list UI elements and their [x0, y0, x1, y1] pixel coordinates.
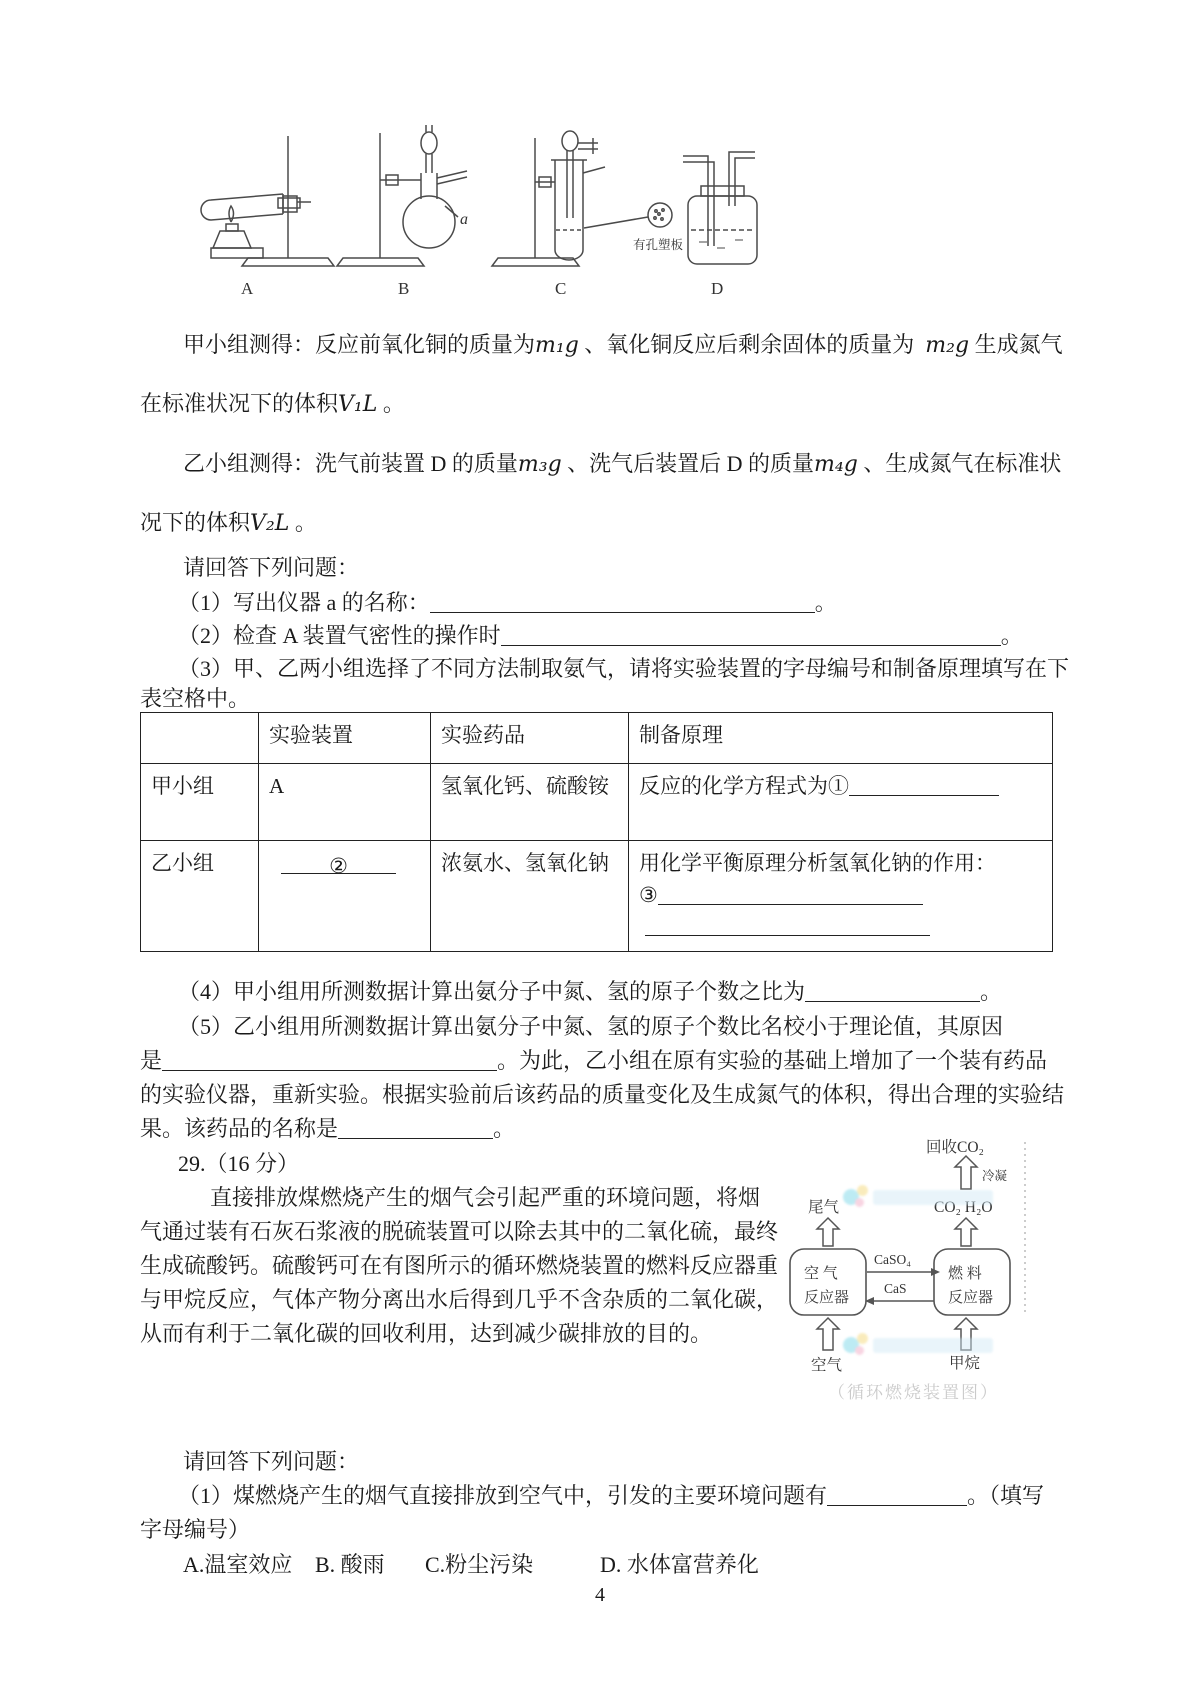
jia-measure-line1 [183, 331, 1063, 360]
cell-group: 乙小组 [141, 841, 259, 952]
page-number: 4 [595, 1584, 605, 1606]
answer-blank [501, 622, 1001, 646]
text-run: 。 [814, 590, 837, 616]
cell-device [259, 841, 431, 952]
text-run: 。 [1000, 623, 1023, 649]
option-c: C.粉尘污染 [425, 1552, 534, 1577]
cas-label: CaS [884, 1281, 907, 1296]
apparatus-figure [165, 118, 795, 308]
answer-blank [162, 1047, 497, 1071]
answer-blank [430, 589, 815, 613]
table-row-jia [141, 764, 1053, 841]
text-run: （1）煤燃烧产生的烟气直接排放到空气中，引发的主要环境问题有 [178, 1483, 828, 1509]
air-in-label: 空气 [811, 1357, 843, 1374]
apparatus-b-sketch [337, 125, 467, 266]
q28-item-3-line1: （3）甲、乙两小组选择了不同方法制取氨气，请将实验装置的字母编号和制备原理填写在下 [178, 656, 1070, 681]
header-cell-device: 实验装置 [259, 713, 431, 764]
condense-label: 冷凝 [982, 1169, 1008, 1183]
text-run: 。 [980, 979, 1003, 1005]
q29-item-1-cont: 字母编号） [140, 1517, 251, 1542]
table-header-row [141, 713, 1053, 764]
cell-principle [629, 764, 1053, 841]
answer-blank [827, 1482, 967, 1506]
air-reactor-label-1: 空 气 [804, 1266, 838, 1282]
yi-measure-line1 [183, 450, 1061, 479]
q29-para-line5: 从而有利于二氧化碳的回收利用，达到减少碳排放的目的。 [140, 1321, 713, 1346]
yi-measure-line2 [140, 509, 317, 538]
text-run: 。 [493, 1116, 516, 1142]
answer-blank [658, 881, 923, 904]
cell-device: A [259, 764, 431, 841]
q28-item-1 [178, 589, 837, 617]
circled-3: ③ [639, 882, 658, 907]
answer-blank [281, 851, 396, 878]
header-cell-empty [141, 713, 259, 764]
q28-ask: 请回答下列问题： [183, 555, 360, 580]
prep-method-table [140, 712, 1053, 952]
q29-para-line2: 气通过装有石灰石浆液的脱硫装置可以除去其中的二氧化硫，最终 [140, 1219, 779, 1244]
q29-para-line3: 生成硫酸钙。硫酸钙可在有图所示的循环燃烧装置的燃料反应器重 [140, 1253, 779, 1278]
q29-ask: 请回答下列问题： [183, 1449, 360, 1474]
q29-para-line1: 直接排放煤燃烧产生的烟气会引起严重的环境问题，将烟 [210, 1185, 761, 1210]
text-run: 用化学平衡原理分析氢氧化钠的作用： [639, 851, 996, 875]
q28-item-4 [178, 978, 1002, 1006]
q28-item-5-line2 [140, 1047, 1047, 1075]
text-run: 乙小组测得：洗气前装置 D 的质量 [183, 451, 518, 476]
q28-item-5-line4 [140, 1115, 515, 1143]
q28-item-3-line2: 表空格中。 [140, 686, 251, 711]
math-m2: m₂g [925, 333, 970, 358]
co2-h2o-label: CO₂ H₂O [934, 1199, 993, 1216]
circled-2: ② [329, 854, 348, 878]
header-cell-reagents: 实验药品 [431, 713, 629, 764]
text-run: 。 [382, 391, 405, 416]
flask-side-tube-label: a [460, 211, 468, 228]
text-run: 果。该药品的名称是 [140, 1116, 339, 1142]
cell-group: 甲小组 [141, 764, 259, 841]
apparatus-label-c: C [555, 279, 567, 298]
math-m1: m₁g [535, 333, 579, 358]
text-run: 。为此，乙小组在原有实验的基础上增加了一个装有药品 [497, 1048, 1048, 1074]
text-run: 、氧化铜反应后剩余固体的质量为 [584, 332, 915, 357]
product-up-arrow [955, 1218, 977, 1246]
math-v1: V₁L [338, 392, 378, 417]
option-d: D. 水体富营养化 [600, 1552, 759, 1577]
math-m4: m₄g [814, 452, 858, 477]
table-row-yi [141, 841, 1053, 952]
text-run: （1）写出仪器 a 的名称： [178, 590, 430, 616]
answer-blank [645, 913, 930, 936]
math-v2: V₂L [250, 511, 290, 536]
methane-in-label: 甲烷 [949, 1355, 981, 1372]
text-run: 况下的体积 [140, 510, 251, 535]
text-run: 、生成氮气在标准状 [863, 451, 1062, 476]
text-run: 。 [294, 510, 317, 535]
watermark [843, 1333, 1003, 1359]
diagram-caption-faint: （循环燃烧装置图） [828, 1383, 999, 1402]
fuel-reactor-label-1: 燃 料 [948, 1266, 982, 1282]
cell-reagents: 氢氧化钙、硫酸铵 [431, 764, 629, 841]
answer-blank [338, 1115, 493, 1139]
jia-measure-line2 [140, 390, 405, 419]
fuel-reactor-label-2: 反应器 [948, 1290, 994, 1306]
q29-item-1 [178, 1482, 1044, 1510]
cycle-combustion-diagram [738, 1134, 1078, 1399]
watermark [843, 1185, 1003, 1211]
option-b: B. 酸雨 [315, 1552, 385, 1577]
tail-gas-label: 尾气 [808, 1199, 840, 1216]
q28-item-5-line1: （5）乙小组用所测数据计算出氨分子中氮、氢的原子个数比名校小于理论值，其原因 [178, 1014, 1004, 1039]
apparatus-label-d: D [711, 279, 724, 298]
apparatus-label-a: A [241, 279, 254, 298]
perforated-plate-label: 有孔塑板 [633, 238, 684, 252]
text-run: 生成氮气 [974, 332, 1063, 357]
q29-number: 29.（16 分） [178, 1151, 300, 1176]
apparatus-label-b: B [398, 279, 410, 298]
text-run: （2）检查 A 装置气密性的操作时 [178, 623, 501, 649]
header-cell-principle: 制备原理 [629, 713, 1053, 764]
cell-principle [629, 841, 1053, 952]
text-run: 、洗气后装置后 D 的质量 [567, 451, 815, 476]
tail-gas-up-arrow [817, 1218, 839, 1246]
answer-blank [849, 773, 999, 796]
caso4-arrow-head [931, 1268, 940, 1276]
cell-reagents: 浓氨水、氢氧化钠 [431, 841, 629, 952]
option-a: A.温室效应 [183, 1552, 293, 1577]
text-run: 甲小组测得：反应前氧化铜的质量为 [183, 332, 536, 357]
q29-para-line4: 与甲烷反应，气体产物分离出水后得到几乎不含杂质的二氧化碳， [140, 1287, 779, 1312]
text-run: 反应的化学方程式为① [639, 774, 849, 798]
text-run: 。（填写 [967, 1483, 1045, 1509]
text-run: 是 [140, 1048, 163, 1074]
caso4-label: CaSO₄ [874, 1252, 911, 1267]
text-run: （4）甲小组用所测数据计算出氨分子中氮、氢的原子个数之比为 [178, 979, 806, 1005]
recover-co2-label: 回收CO₂ [926, 1139, 984, 1156]
apparatus-d-sketch [683, 152, 757, 264]
q28-item-5-line3: 的实验仪器，重新实验。根据实验前后该药品的质量变化及生成氮气的体积，得出合理的实验结 [140, 1082, 1065, 1107]
math-m3: m₃g [517, 452, 562, 477]
q28-item-2 [178, 622, 1023, 650]
answer-blank [805, 978, 980, 1002]
text-run: 在标准状况下的体积 [140, 391, 339, 416]
apparatus-a-sketch [201, 136, 334, 266]
air-reactor-label-2: 反应器 [804, 1290, 850, 1306]
air-in-up-arrow [817, 1318, 839, 1350]
